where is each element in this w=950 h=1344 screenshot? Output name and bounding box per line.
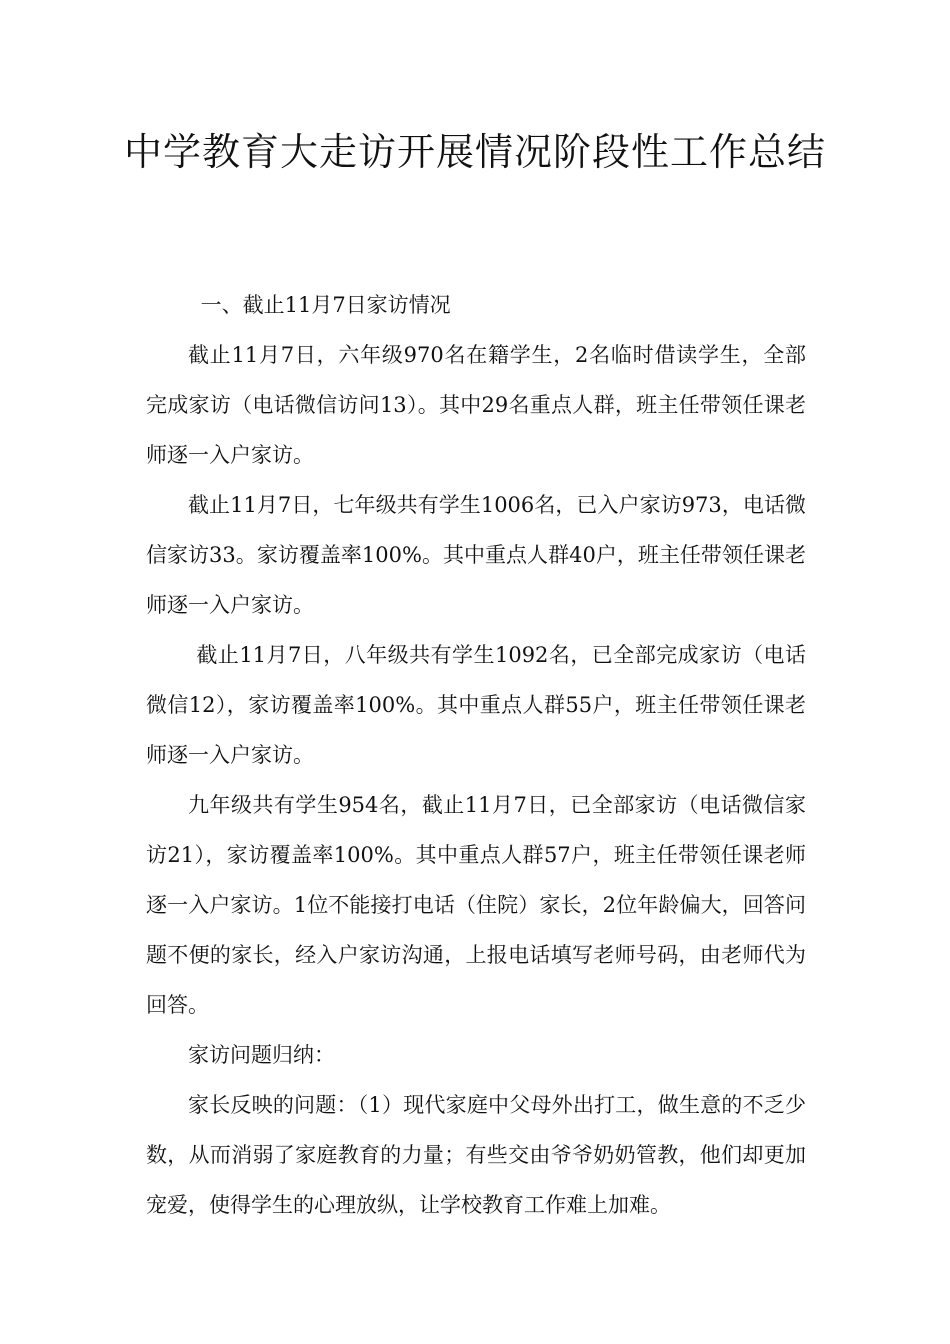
- summary-label: 家访问题归纳：: [188, 1043, 335, 1067]
- paragraph-parent-feedback: 家长反映的问题：（1）现代家庭中父母外出打工，做生意的不乏少数，从而消弱了家庭教育的力量；有些交由爷爷奶奶管教，他们却更加宠爱，使得学生的心理放纵，让学校教育工作难上加难。: [146, 1093, 806, 1217]
- paragraph-grade9: 九年级共有学生954名，截止11月7日，已全部家访（电话微信家访21），家访覆盖率100%。其中重点人群57户，班主任带领任课老师逐一入户家访。1位不能接打电话（住院）家长，2位年龄偏大，回答问题不便的家长，经入户家访沟通，上报电话填写老师号码，由老师代为回答。: [146, 793, 806, 1017]
- document-title: 中学教育大走访开展情况阶段性工作总结: [123, 130, 826, 174]
- paragraph-grade8: 截止11月7日，八年级共有学生1092名，已全部完成家访（电话微信12），家访覆盖率100%。其中重点人群55户，班主任带领任课老师逐一入户家访。: [146, 643, 806, 767]
- paragraph-grade6: 截止11月7日，六年级970名在籍学生，2名临时借读学生，全部完成家访（电话微信访问13）。其中29名重点人群，班主任带领任课老师逐一入户家访。: [146, 343, 806, 467]
- section-heading: 一、截止11月7日家访情况: [200, 293, 451, 317]
- paragraph-grade7: 截止11月7日，七年级共有学生1006名，已入户家访973，电话微信家访33。家访覆盖率100%。其中重点人群40户，班主任带领任课老师逐一入户家访。: [146, 493, 806, 617]
